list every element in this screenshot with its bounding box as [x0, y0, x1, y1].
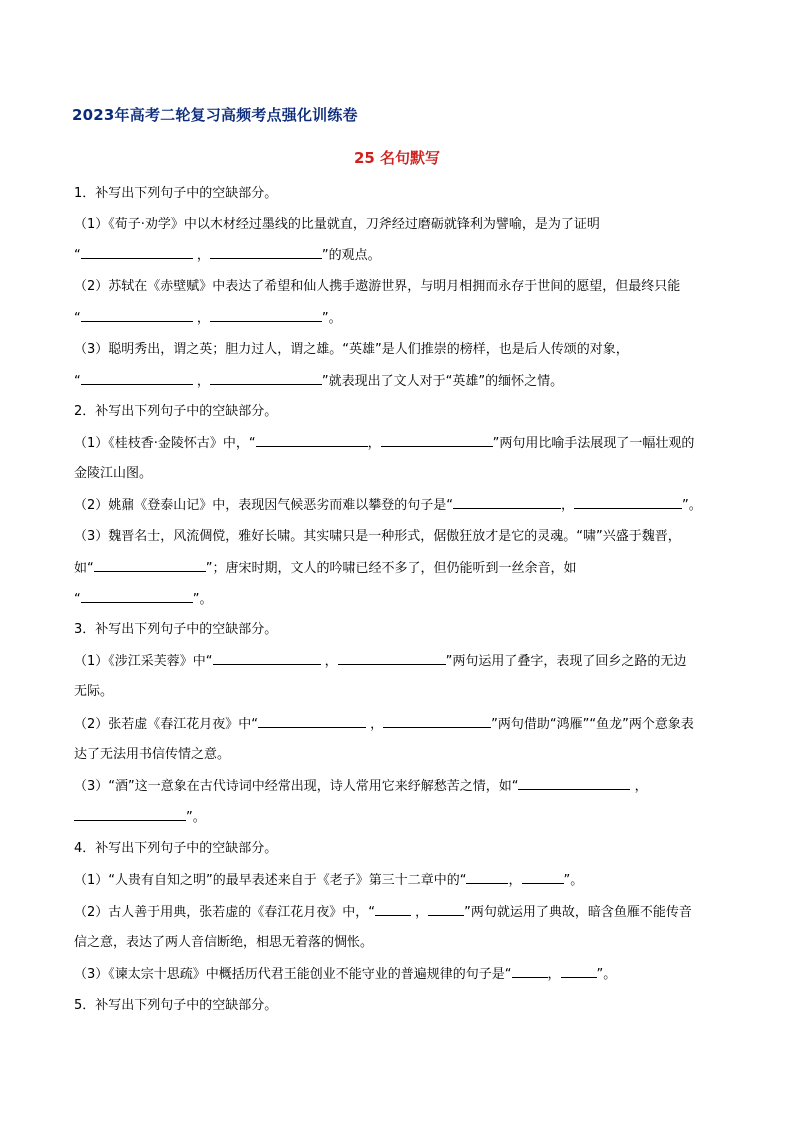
q2-s3-line: 如“ ”；唐宋时期，文人的吟啸已经不多了，但仍能听到一丝余音，如 — [74, 558, 577, 579]
q3-s3-answer-line: ”。 — [74, 807, 206, 828]
q4-s2-continued: 信之意，表达了两人音信断绝，相思无着落的惆怅。 — [74, 935, 374, 950]
answer-blank[interactable] — [512, 964, 548, 978]
q1-s2-text: （2）苏轼在《赤壁赋》中表达了希望和仙人携手遨游世界，与明月相拥而永存于世间的愿望，但最终只能 — [74, 279, 681, 294]
q3-s2-line: （2）张若虚《春江花月夜》中“ ， ”两句借助“鸿雁”“鱼龙”两个意象表 — [74, 714, 694, 735]
answer-blank[interactable] — [453, 495, 561, 509]
q1-s2-answer-line: “ ， ”。 — [74, 308, 342, 329]
q2-s3-answer-line: “ ”。 — [74, 589, 213, 610]
answer-blank[interactable] — [81, 371, 193, 385]
q3-s3-line: （3）“酒”这一意象在古代诗词中经常出现，诗人常用它来纾解愁苦之情，如“ ， — [74, 776, 648, 797]
answer-blank[interactable] — [210, 245, 322, 259]
answer-blank[interactable] — [338, 651, 446, 665]
answer-blank[interactable] — [375, 902, 411, 916]
answer-blank[interactable] — [428, 902, 464, 916]
q4-stem: 4．补写出下列句子中的空缺部分。 — [74, 841, 278, 856]
answer-blank[interactable] — [81, 245, 193, 259]
document-title: 2023年高考二轮复习高频考点强化训练卷 — [72, 106, 358, 124]
answer-blank[interactable] — [74, 807, 186, 821]
answer-blank[interactable] — [574, 495, 682, 509]
answer-blank[interactable] — [466, 870, 508, 884]
answer-blank[interactable] — [381, 433, 493, 447]
q2-s1-continued: 金陵江山图。 — [74, 466, 153, 481]
answer-blank[interactable] — [210, 371, 322, 385]
section-subtitle: 25 名句默写 — [353, 149, 441, 167]
q3-s1-continued: 无际。 — [74, 684, 114, 699]
answer-blank[interactable] — [256, 433, 368, 447]
answer-blank[interactable] — [518, 776, 630, 790]
answer-blank[interactable] — [94, 558, 206, 572]
answer-blank[interactable] — [383, 714, 491, 728]
answer-blank[interactable] — [258, 714, 366, 728]
q4-s3-line: （3）《谏太宗十思疏》中概括历代君王能创业不能守业的普遍规律的句子是“ ， ”。 — [74, 964, 616, 985]
q2-s3-text: （3）魏晋名士，风流倜傥，雅好长啸。其实啸只是一种形式，倨傲狂放才是它的灵魂。“啸”兴盛于魏晋， — [74, 529, 681, 544]
answer-blank[interactable] — [522, 870, 564, 884]
q1-s3-answer-line: “ ， ”就表现出了文人对于“英雄”的缅怀之情。 — [74, 371, 563, 392]
q1-s3-text: （3）聪明秀出，谓之英；胆力过人，谓之雄。“英雄”是人们推崇的榜样，也是后人传颂的对象， — [74, 342, 629, 357]
q2-stem: 2．补写出下列句子中的空缺部分。 — [74, 404, 278, 419]
q1-s1-text: （1）《荀子·劝学》中以木材经过墨线的比量就直，刀斧经过磨砺就锋利为譬喻，是为了证明 — [74, 217, 600, 232]
answer-blank[interactable] — [210, 308, 322, 322]
q3-s1-line: （1）《涉江采芙蓉》中“ ， ”两句运用了叠字，表现了回乡之路的无边 — [74, 651, 686, 672]
q5-stem: 5．补写出下列句子中的空缺部分。 — [74, 998, 278, 1013]
q4-s1-line: （1）“人贵有自知之明”的最早表述来自于《老子》第三十二章中的“ ， ”。 — [74, 870, 583, 891]
q2-s1-line: （1）《桂枝香·金陵怀古》中，“ ， ”两句用比喻手法展现了一幅壮观的 — [74, 433, 694, 454]
q4-s2-line: （2）古人善于用典，张若虚的《春江花月夜》中，“ ， ”两句就运用了典故，暗含鱼雁不能传音 — [74, 902, 692, 923]
q2-s2-line: （2）姚鼐《登泰山记》中，表现因气候恶劣而难以攀登的句子是“ ， ”。 — [74, 495, 702, 516]
answer-blank[interactable] — [81, 308, 193, 322]
answer-blank[interactable] — [213, 651, 321, 665]
q3-stem: 3．补写出下列句子中的空缺部分。 — [74, 622, 278, 637]
answer-blank[interactable] — [561, 964, 597, 978]
q1-stem: 1．补写出下列句子中的空缺部分。 — [74, 186, 278, 201]
q1-s1-answer-line: “ ， ”的观点。 — [74, 245, 381, 266]
q3-s2-continued: 达了无法用书信传情之意。 — [74, 747, 231, 762]
answer-blank[interactable] — [81, 589, 193, 603]
